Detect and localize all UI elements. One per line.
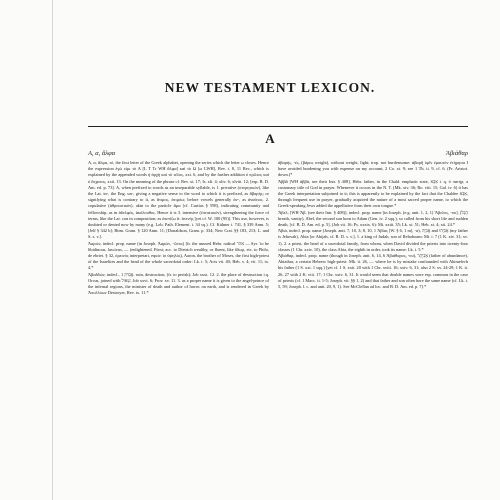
page-title: NEW TESTAMENT LEXICON. [164, 80, 376, 95]
entry-alpha: A, α, ἄλφα, τό, the first letter of the Greek alphabet, opening the series which the letter ω closes. Hence the expression ἐγώ εἰμι τὸ Α [L T Tr WH ἄλφα] καὶ τὸ Ω [ω LWH], Rev. i. 8, 11 Rec., which is explained by the appended words ἡ ἀρχὴ καὶ τὸ τέλος, xxi. 6, and by the further addition ὁ πρῶτος καὶ ὁ ἔσχατος, xxii. 13. On the meaning of the phrase cf. Rev. xi. 17; Is. xli. 4; xliv. 6; xlviii. 12; [esp. B. D. Am. ed. p. 73]. A, when prefixed to words as an inseparable syllable, is 1. privative (στερητικόν), like the Lat. in-, the Eng. un-, giving a negative sense to the word to which it is prefixed, as ἄβαρής; or signifying what is contrary to it, as ἄτιμος, ἀτιμόω; before vowels generally ἀν-, as ἀναίτιος. 2. copulative (ἀθροιστικόν), akin to the particle ἅμα [cf. Curtius § 598], indicating community and fellowship, as in ἀδελφός, ἀκόλουθος. Hence it is 3. intensive (ἐπιτατικόν), strengthening the force of terms, like the Lat. con in composition; as ἀτενίζω fr. ἀτενής [yet cf. W. 100 (95)]. This use, however, is doubted or denied now by many (e.g. Lob. Path. Element. i. 34 sq.). Cf. Kühner i. 741, § 339 Anm. 5; [Jelf § 342 b]; Bttm. Gram. § 120 Anm. 11; [Donaldson, Gram. p. 334; New Crat. §§ 183, 213; L. and S. s. v.]. [88, 160, 269, 240]
running-head-left: Α, α, ἄλφα [88, 150, 116, 157]
entry-abaddon: Ἀβαδδών, indecl., אֲבַדּוֹן 1. ruin, destruction, (fr. to perish); Job xxxi. 12. 2. the place of destruction i.q. Orcus, joined with שְׁאוֹל, Job xxvi. 6; Prov. xv. 11. 3. as a proper name it is given to the angel-prince of the infernal regions, the minister of death and author of havoc on earth, and is rendered in Greek by Ἀπολλύων Destroyer, Rev. ix. 11.* [88, 271, 269, 296]
entry-abiathar: Ἀβιάθαρ, indecl. prop. name (though in Joseph. antt. 6, 14, 6 Ἀβιάθαρος, -ου), אֶבְיָתָר (father of abundance), Abiathar, a certain Hebrew high-priest: Mk. ii. 26, — where he is by mistake confounded with Ahimelech his father (1 S. xxi. 1 sqq.) [yet cf. 1 S. xxii. 20 with 1 Chr. xviii. 16; xxiv. 6, 31; also 2 S. xv. 24-29; 1 K. ii. 26, 27 with 2 K. viii. 17; 1 Chr. xxiv. 6, 31. It would seem that double names were esp. common in the case of priests (cf. 1 Macc. ii. 1-5; Joseph. vit. §§ 1, 2) and that father and son often bore the same name (cf. Lk. i. 5, 59; Joseph. l. c. and antt. 20, 9, 1). See McClellan ad loc. and B. D. Am. ed. p. 7].* [278, 253, 468, 290]
entry-abel: Ἄβελ, [WH Ἅβ. (see their Intr. § 408)], indecl. prop. name [in Joseph. (e.g. antt. 1, 2, 1) Ἄβελος, -ου], (הֶבֶל breath, vanity), Abel, the second son born to Adam (Gen. iv. 2 sqq.), so called from his short life and sudden death, [cf. B. D. Am. ed. p. 5], (Job vii. 16; Ps. xxxix. 6): Mt. xxiii. 35; Lk. xi. 51; Heb. xi. 4; xii. 24.* [278, 209, 468, 228]
entry-abares: ἀβαρής, -ές, (βάρος weight), without weight, light; trop. not burdensome: ἀβαρῆ ὑμῖν ἐμαυτὸν ἐτήρησα I have avoided burdening you with expense on my account, 2 Co. xi. 9; see 1 Th. ii. 9, cf. 6. (Fr. Aristot. down.)* [278, 160, 468, 178]
entry-aaron: Ἀαρών, indecl. prop. name (in Joseph. Ἀαρών, -ῶνος) [fr. the unused Hebr. radical אהר — Syr. 'to be libidinous, lascivus, — (enlightened, Fürst; acc. to Dietrich wealthy, or fluent, like ὕδωρ, etc. to Philo, de ebriet. § 32, ὀρεινὸς interpretari, equiv. to ὑψηλός), Aaron, the brother of Moses, the first high-priest of the Israelites and the head of the whole sacerdotal order: Lk. i. 5; Acts vii. 40; Heb. v. 4; vii. 11; ix. 4.* [88, 240, 269, 271]
running-head-right: Ἀβιάθαρ [445, 150, 468, 157]
left-column [88, 160, 269, 500]
title-rule [88, 126, 468, 127]
right-column [278, 160, 468, 500]
entry-abba: Ἀββᾶ [WH ἀββά, see their Intr. § 408], Hebr. father, in the Chald. emphatic state, אַבָּא i. q. ὁ πατήρ, a customary title of God in prayer. Whenever it occurs in the N. T. (Mk. xiv. 36; Ro. viii. 15; Gal. iv. 6) it has the Greek interpretation subjoined to it; this is apparently to be explained by the fact that the Chaldee אַבָּא, through frequent use in prayer, gradually acquired the nature of a most sacred proper name, to which the Greek-speaking Jews added the appellative from their own tongue.* [278, 178, 468, 209]
entry-abia: Ἀβιά, indecl. prop. name (Joseph. antt. 7, 10, 3; 8, 10, 1 Ἀβίας [W. § 6, 1 m], -α), אֲבִיָּה and אֲבִיָּהוּ (my father is Jehovah), Abia [or Abijah, cf. B. D. s. v.], 1. a king of Judah, son of Rehoboam: Mt. i. 7 (1 K. xiv. 31; xv. 1). 2. a priest, the head of a sacerdotal family, from whom, when David divided the priests into twenty-four classes (1 Chr. xxiv. 10), the class Abia, the eighth in order, took its name: Lk. i. 5.* [278, 228, 468, 252]
page-edge-line [52, 0, 53, 500]
section-letter: A [265, 131, 275, 146]
